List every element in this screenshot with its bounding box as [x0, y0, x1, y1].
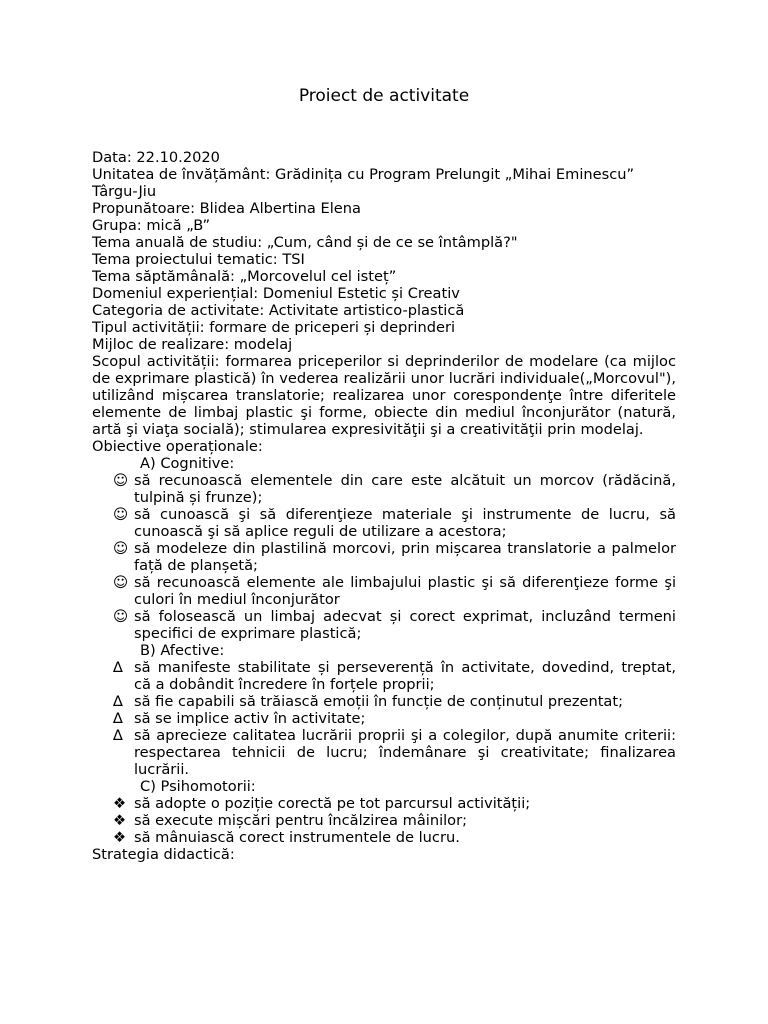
list-item	[92, 812, 676, 829]
list-item	[92, 795, 676, 812]
triangle-icon: ∆	[113, 659, 123, 676]
diamond-bullet-icon: ❖	[113, 795, 127, 812]
affective-item-2: să fie capabili să trăiască emoții în funcție de conținutul prezentat;	[134, 693, 624, 710]
meta-category: Categoria de activitate: Activitate artistico-plastică	[92, 302, 465, 319]
meta-means: Mijloc de realizare: modelaj	[92, 336, 293, 353]
triangle-icon: ∆	[113, 710, 123, 727]
meta-weekly-theme: Tema săptămânală: „Morcovelul cel isteț”	[92, 268, 397, 285]
strategy-heading: Strategia didactică:	[92, 846, 235, 863]
meta-teacher: Propunătoare: Blidea Albertina Elena	[92, 200, 361, 217]
cognitive-item-2: să cunoască şi să diferenţieze materiale şi instrumente de lucru, să cunoască şi să aplice reguli de utilizare a acestora;	[134, 506, 676, 540]
psychomotor-heading: C) Psihomotorii:	[140, 778, 256, 795]
psychomotor-item-2: să execute mișcări pentru încălzirea mâinilor;	[134, 812, 468, 829]
psychomotor-item-1: să adopte o poziție corectă pe tot parcursul activității;	[134, 795, 531, 812]
list-item	[92, 608, 676, 642]
triangle-icon: ∆	[113, 727, 123, 744]
smiley-icon: ☺	[113, 608, 129, 625]
meta-school: Unitatea de învățământ: Grădinița cu Program Prelungit „Mihai Eminescu” Târgu-Jiu	[92, 166, 635, 200]
scope-paragraph: Scopul activității: formarea priceperilor si deprinderilor de modelare (ca mijloc de exprimare plastică) în vederea realizării unor lucrări individuale(„Morcovul"), utilizând mișcarea translatorie; realizarea unor corespondenţe între diferitele elemente de limbaj plastic şi forme, obiecte din mediul înconjurător (natură, artă şi viaţa socială); stimularea expresivităţii şi a creativităţii prin modelaj.	[92, 353, 676, 438]
list-item	[92, 506, 676, 540]
list-item	[92, 693, 676, 710]
meta-domain: Domeniul experiențial: Domeniul Estetic și Creativ	[92, 285, 460, 302]
document-title: Proiect de activitate	[298, 86, 470, 106]
affective-item-4: să aprecieze calitatea lucrării proprii şi a colegilor, după anumite criterii: respectarea tehnicii de lucru; îndemânare şi creativitate; finalizarea lucrării.	[134, 727, 676, 778]
diamond-bullet-icon: ❖	[113, 829, 127, 846]
meta-date: Data: 22.10.2020	[92, 149, 220, 166]
list-item	[92, 472, 676, 506]
affective-heading: B) Afective:	[140, 642, 225, 659]
objectives-heading: Obiective operaționale:	[92, 438, 263, 455]
list-item	[92, 574, 676, 608]
smiley-icon: ☺	[113, 574, 129, 591]
smiley-icon: ☺	[113, 506, 129, 523]
list-item	[92, 710, 676, 727]
meta-group: Grupa: mică „B”	[92, 217, 211, 234]
triangle-icon: ∆	[113, 693, 123, 710]
list-item	[92, 659, 676, 693]
diamond-bullet-icon: ❖	[113, 812, 127, 829]
affective-item-3: să se implice activ în activitate;	[134, 710, 366, 727]
cognitive-item-3: să modeleze din plastilină morcovi, prin mișcarea translatorie a palmelor față de planșetă;	[134, 540, 676, 574]
cognitive-item-4: să recunoască elemente ale limbajului plastic şi să diferenţieze forme şi culori în mediul înconjurător	[134, 574, 676, 608]
cognitive-item-5: să folosească un limbaj adecvat și corect exprimat, incluzând termeni specifici de exprimare plastică;	[134, 608, 676, 642]
meta-project-theme: Tema proiectului tematic: TSI	[92, 251, 305, 268]
meta-annual-theme: Tema anuală de studiu: „Cum, când și de ce se întâmplă?"	[92, 234, 518, 251]
affective-item-1: să manifeste stabilitate și perseverență în activitate, dovedind, treptat, că a dobândit încredere în forțele proprii;	[134, 659, 676, 693]
smiley-icon: ☺	[113, 472, 129, 489]
meta-type: Tipul activității: formare de priceperi și deprinderi	[92, 319, 456, 336]
psychomotor-item-3: să mânuiască corect instrumentele de lucru.	[134, 829, 460, 846]
list-item	[92, 727, 676, 778]
cognitive-heading: A) Cognitive:	[140, 455, 235, 472]
cognitive-item-1: să recunoască elementele din care este alcătuit un morcov (rădăcină, tulpină și frunze);	[134, 472, 676, 506]
smiley-icon: ☺	[113, 540, 129, 557]
document-body	[92, 149, 676, 863]
list-item	[92, 540, 676, 574]
list-item	[92, 829, 676, 846]
